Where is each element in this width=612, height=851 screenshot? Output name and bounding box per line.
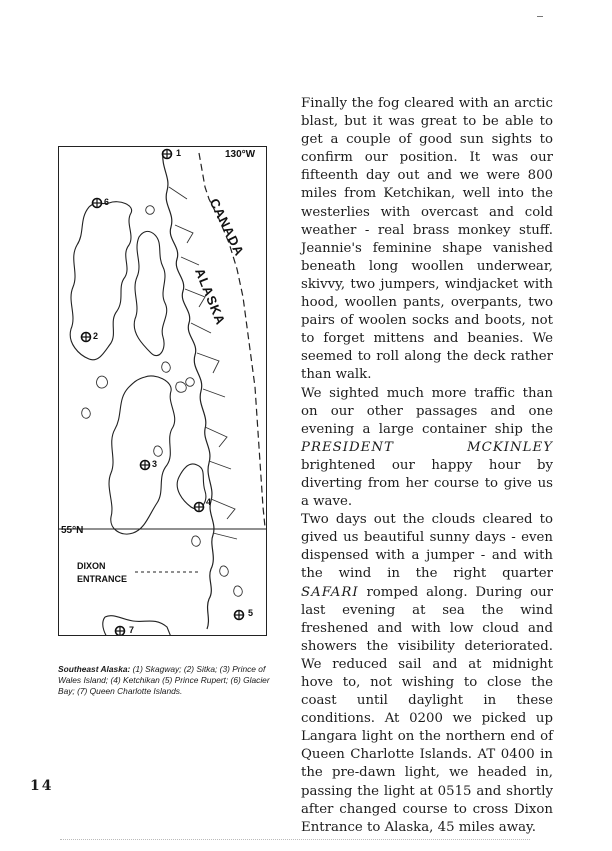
page-number: 14 [30,778,54,794]
caption-title: Southeast Alaska: [58,664,131,674]
marker-4 [194,502,204,512]
dixon-label-line2: ENTRANCE [77,574,128,584]
marker-3 [140,460,150,470]
alaska-label: ALASKA [192,266,229,328]
latitude-label: 55°N [61,525,84,536]
paragraph-2-text-a: We sighted much more traffic than on our other passages and one evening a large container ship the [301,385,553,437]
corner-mark [537,16,543,17]
marker-label-2: 2 [93,331,99,341]
paragraph-2 [301,385,553,512]
dixon-entrance-label [77,560,127,586]
marker-2 [81,332,91,342]
ship-name-safari: SAFARI [301,584,359,600]
marker-label-4: 4 [206,497,212,507]
paragraph-3-text-a: Two days out the clouds cleared to gived us beautiful sunny days - even dispensed with a jumper - and with the wind in the right quarter [301,512,553,582]
article-body [301,95,553,837]
marker-6 [92,198,102,208]
paragraph-3-text-b: romped along. During our last evening at sea the wind freshened and with low cloud and showers the visibility deteriorated. We reduced sail and at midnight hove to, not wishing to close the coast until daylight in these conditions. At 0200 we picked up Langara light on the northern end of Queen Charlotte Islands. AT 0400 in the pre-dawn light, we headed in, passing the light at 0515 and shortly after changed course to cross Dixon Entrance to Alaska, 45 miles away. [301,584,553,835]
marker-label-3: 3 [152,459,158,469]
marker-label-5: 5 [248,608,254,618]
marker-label-6: 6 [104,197,110,207]
marker-label-1: 1 [176,148,182,158]
paragraph-3 [301,511,553,837]
western-islands [70,202,131,360]
queen-charlotte-islands [103,616,171,636]
middle-islands [134,231,167,355]
marker-5 [234,610,244,620]
paragraph-1: Finally the fog cleared with an arctic blast, but it was great to be able to get a couple of good sun sights to confirm our position. It was our fifteenth day out and we were 800 miles from Ketchikan, well into the westerlies with overcast and cold weather - real brass monkey stuff. Jeannie's feminine shape vanished beneath long woollen underwear, skivvy, two jumpers, windjacket with hood, woollen pants, overpants, two pairs of woolen socks and boots, not to forget mittens and beanies. We seemed to roll along the deck rather than walk. [301,96,553,383]
southeast-alaska-map [58,146,267,636]
caption-text: (1) Skagway; (2) Sitka; (3) Prince of Wales Island; (4) Ketchikan (5) Prince Rupert; (6) Glacier Bay; (7) Queen Charlotte Islands. [58,664,270,696]
marker-label-7: 7 [129,625,135,635]
ship-name-president-mckinley: PRESIDENT MCKINLEY [301,439,553,455]
paragraph-2-text-b: brightened our happy hour by diverting from her course to give us a wave. [301,457,553,510]
marker-7 [115,626,125,636]
canada-label: CANADA [206,196,248,259]
longitude-label: 130°W [225,149,256,160]
marker-1 [162,149,172,159]
footer-rule [60,839,530,840]
map-caption [58,664,270,697]
prince-of-wales-island [109,376,175,534]
dixon-label-line1: DIXON [77,561,106,571]
revillagigedo-island [177,464,206,509]
